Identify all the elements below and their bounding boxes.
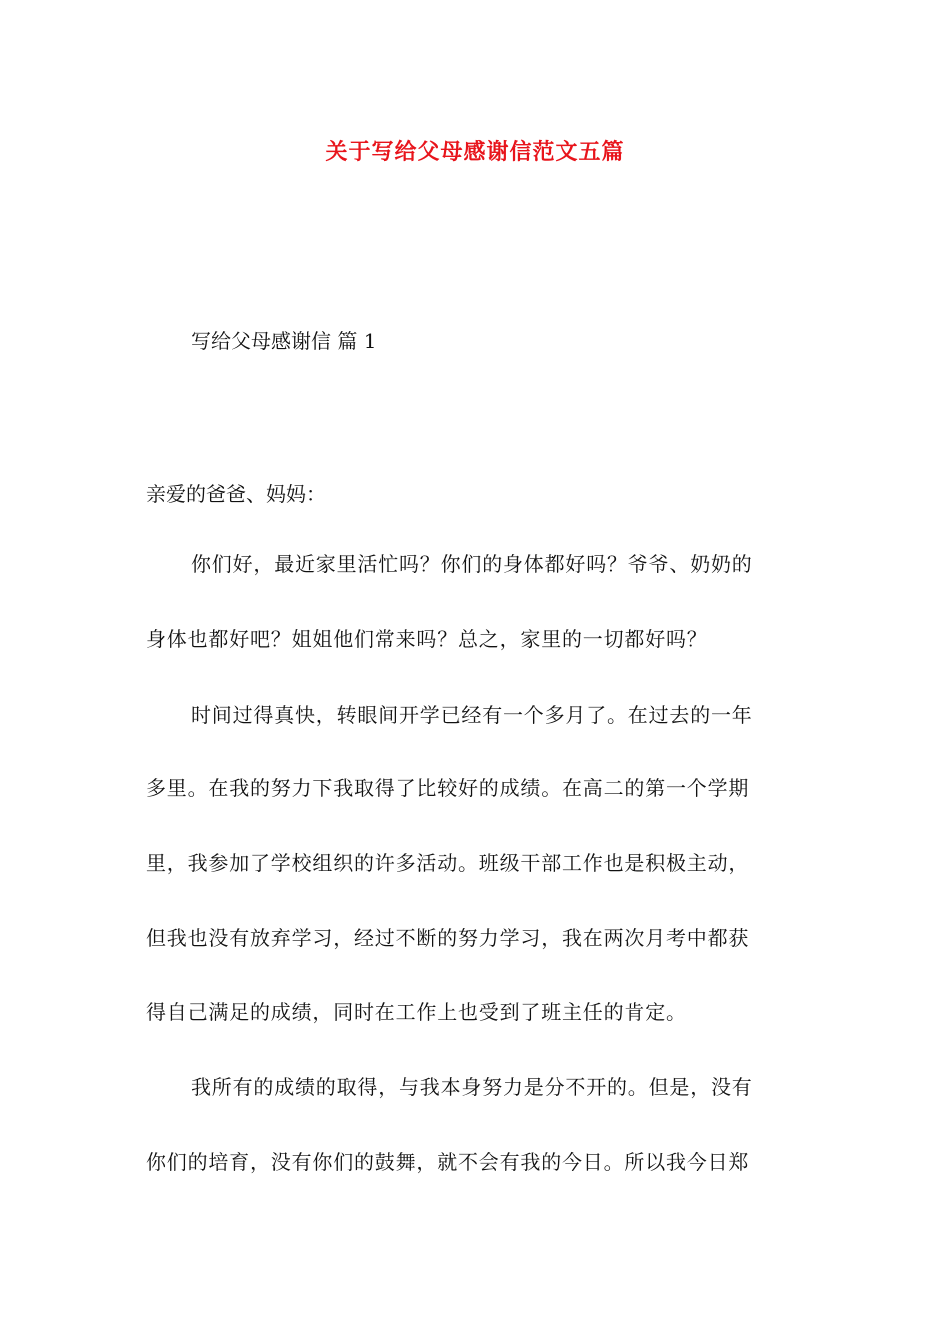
paragraph-line: 里，我参加了学校组织的许多活动。班级干部工作也是积极主动， <box>146 851 750 875</box>
paragraph-line: 多里。在我的努力下我取得了比较好的成绩。在高二的第一个学期 <box>146 776 750 800</box>
paragraph-line: 你们好，最近家里活忙吗？你们的身体都好吗？爷爷、奶奶的 <box>191 552 753 576</box>
section-heading: 写给父母感谢信 篇 1 <box>191 329 377 353</box>
paragraph-line: 我所有的成绩的取得，与我本身努力是分不开的。但是，没有 <box>191 1075 753 1099</box>
paragraph-line: 时间过得真快，转眼间开学已经有一个多月了。在过去的一年 <box>191 703 753 727</box>
paragraph-line: 你们的培育，没有你们的鼓舞，就不会有我的今日。所以我今日郑 <box>146 1150 750 1174</box>
paragraph-line: 身体也都好吧？姐姐他们常来吗？总之，家里的一切都好吗？ <box>146 627 708 651</box>
document-title: 关于写给父母感谢信范文五篇 <box>325 139 625 165</box>
paragraph-line: 得自己满足的成绩，同时在工作上也受到了班主任的肯定。 <box>146 1000 687 1024</box>
paragraph-line: 但我也没有放弃学习，经过不断的努力学习，我在两次月考中都获 <box>146 926 750 950</box>
letter-salutation: 亲爱的爸爸、妈妈： <box>146 482 326 506</box>
